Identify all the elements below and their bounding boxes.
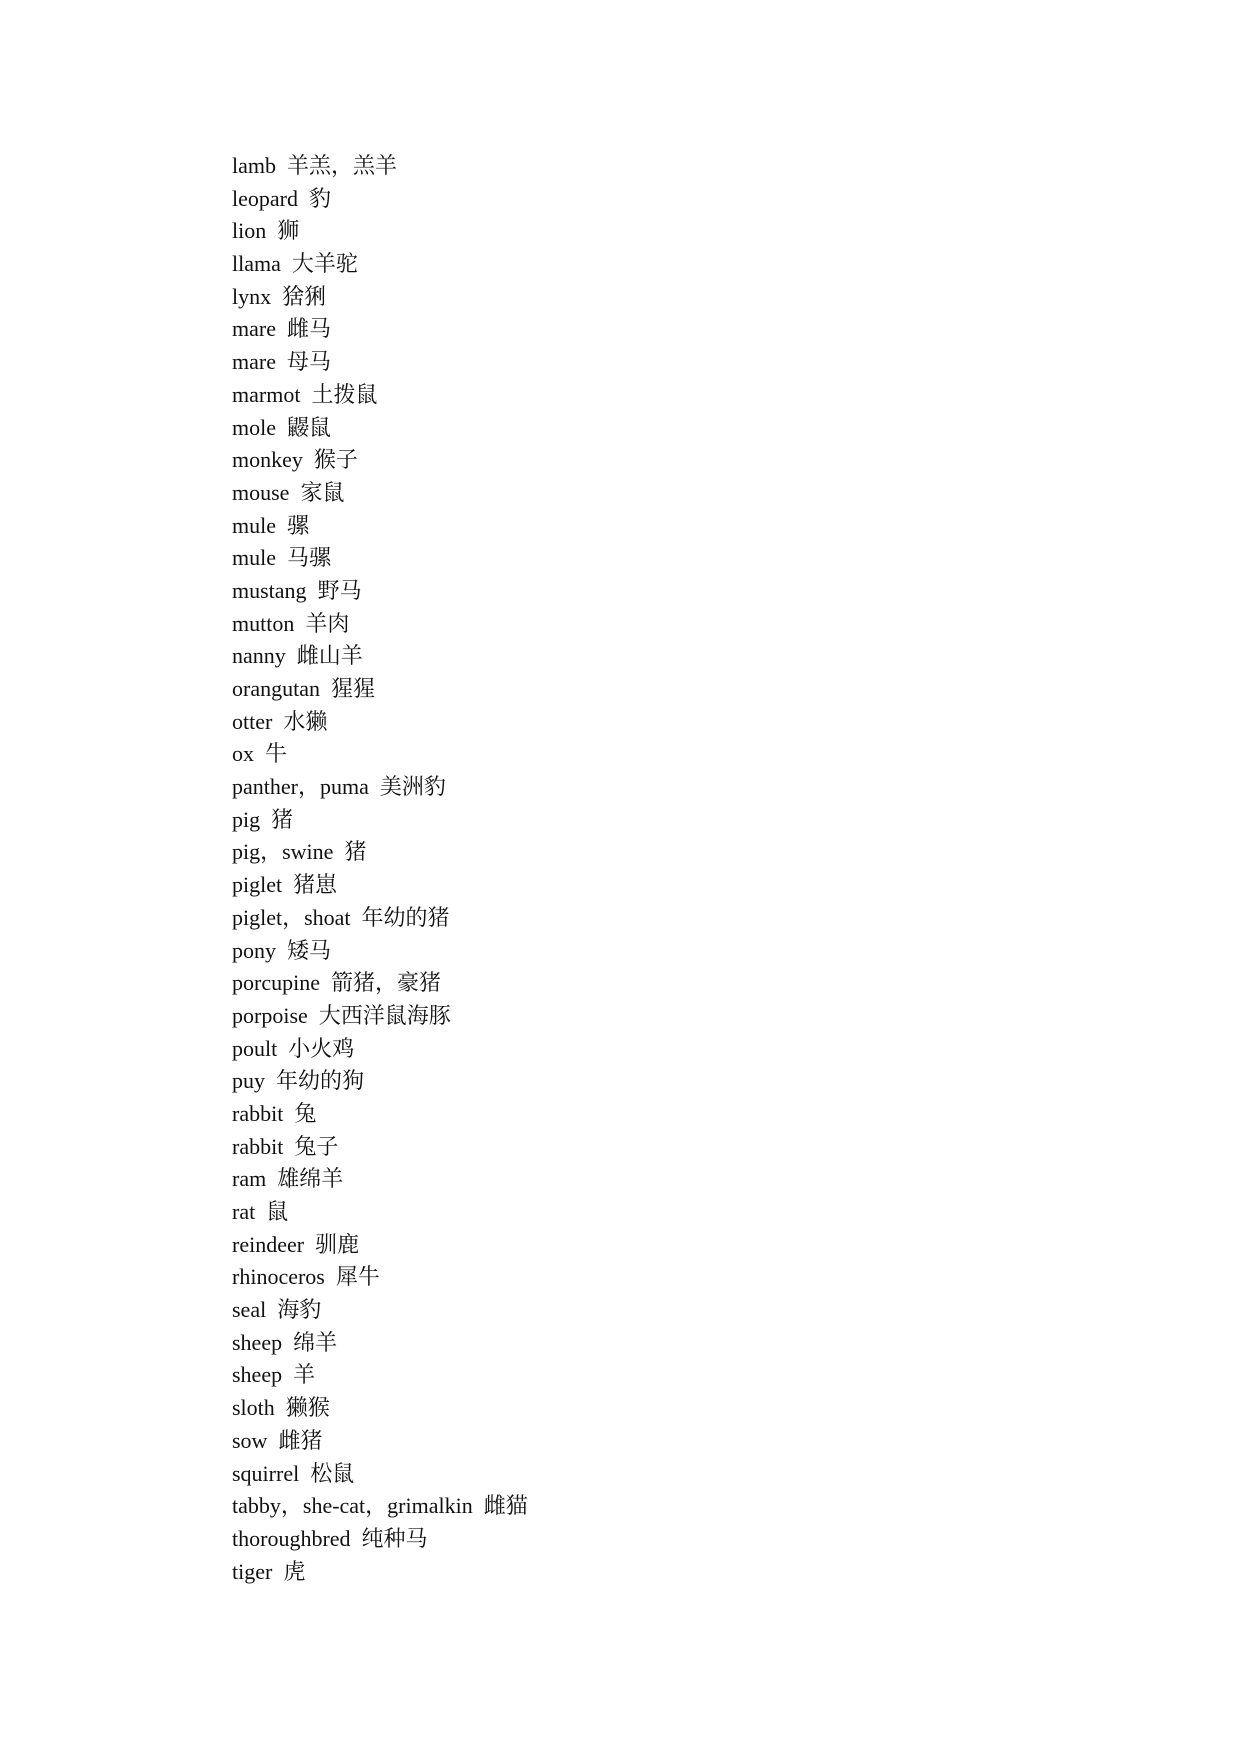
vocab-entry [232,1033,1132,1066]
vocab-entry [232,771,1132,804]
chinese-meaning: 雄绵羊 [277,1166,344,1192]
english-word: piglet，shoat [232,904,351,930]
chinese-meaning: 鼠 [266,1199,289,1224]
vocab-entry [232,836,1132,869]
vocab-entry [232,1458,1132,1491]
english-word: puy [232,1068,265,1094]
english-word: leopard [232,185,298,211]
english-word: lynx [232,283,272,309]
english-word: ox [232,741,254,767]
chinese-meaning: 猪崽 [293,872,338,898]
chinese-meaning: 矮马 [287,937,332,963]
english-word: squirrel [232,1460,300,1486]
chinese-meaning: 羊 [293,1362,316,1388]
vocab-entry [232,1425,1132,1458]
vocab-entry [232,902,1132,935]
vocab-entry [232,640,1132,673]
vocab-entry [232,1294,1132,1327]
english-word: mouse [232,479,290,505]
english-word: orangutan [232,676,320,701]
chinese-meaning: 驯鹿 [315,1231,360,1257]
vocab-entry [232,1000,1132,1033]
english-word: lamb [232,153,276,178]
chinese-meaning: 纯种马 [361,1525,428,1551]
vocab-entry [232,673,1132,706]
chinese-meaning: 马骡 [287,545,332,571]
english-word: mule [232,512,276,538]
english-word: sow [232,1427,268,1453]
vocab-entry [232,1523,1132,1556]
english-word: mare [232,316,276,342]
english-word: porcupine [232,970,320,996]
vocab-entry [232,967,1132,1000]
vocab-entry [232,1392,1132,1425]
vocab-entry [232,1163,1132,1196]
chinese-meaning: 野马 [317,577,362,603]
vocab-entry [232,313,1132,346]
vocab-entry [232,444,1132,477]
english-word: pig，swine [232,839,334,865]
chinese-meaning: 猞猁 [282,283,327,309]
chinese-meaning: 大西洋鼠海豚 [318,1002,451,1028]
chinese-meaning: 鼹鼠 [287,414,332,440]
chinese-meaning: 雌山羊 [296,643,363,669]
vocab-entry [232,510,1132,543]
chinese-meaning: 美洲豹 [379,774,446,800]
chinese-meaning: 兔 [294,1100,317,1126]
chinese-meaning: 雌猫 [483,1493,528,1519]
vocab-entry [232,379,1132,412]
vocab-entry [232,804,1132,837]
chinese-meaning: 兔子 [294,1133,339,1159]
english-word: sheep [232,1329,283,1355]
vocab-entry [232,1261,1132,1294]
english-word: sloth [232,1395,275,1421]
chinese-meaning: 年幼的猪 [361,904,450,930]
english-word: monkey [232,447,303,473]
vocab-entry [232,1131,1132,1164]
chinese-meaning: 小火鸡 [288,1035,355,1061]
english-word: mutton [232,610,295,636]
english-word: porpoise [232,1002,308,1028]
english-word: reindeer [232,1231,305,1257]
vocab-entry [232,412,1132,445]
vocab-entry [232,477,1132,510]
vocab-entry [232,608,1132,641]
chinese-meaning: 水獭 [283,708,328,734]
english-word: rabbit [232,1100,284,1126]
english-word: mule [232,545,276,571]
english-word: thoroughbred [232,1525,351,1551]
chinese-meaning: 家鼠 [300,479,345,505]
english-word: lion [232,218,267,244]
chinese-meaning: 猩猩 [330,676,375,701]
english-word: mole [232,414,276,440]
chinese-meaning: 海豹 [277,1297,322,1323]
chinese-meaning: 猪 [271,806,294,832]
english-word: llama [232,251,281,277]
vocab-entry [232,1327,1132,1360]
chinese-meaning: 犀牛 [335,1264,380,1290]
vocab-entry [232,346,1132,379]
english-word: rabbit [232,1133,284,1159]
english-word: mare [232,349,276,375]
chinese-meaning: 大羊驼 [291,251,358,277]
chinese-meaning: 羊羔，羔羊 [287,153,398,178]
chinese-meaning: 雌马 [286,316,331,342]
vocab-entry [232,738,1132,771]
english-word: sheep [232,1362,283,1388]
vocab-entry [232,1196,1132,1229]
vocab-entry [232,1556,1132,1589]
vocab-entry [232,1359,1132,1392]
vocab-entry [232,1098,1132,1131]
chinese-meaning: 年幼的狗 [276,1068,365,1094]
english-word: poult [232,1035,278,1061]
chinese-meaning: 羊肉 [305,610,350,636]
vocab-entry [232,183,1132,216]
chinese-meaning: 猴子 [313,447,358,473]
vocab-entry [232,150,1132,183]
vocab-entry [232,935,1132,968]
english-word: rhinoceros [232,1264,325,1290]
chinese-meaning: 狮 [277,218,300,244]
chinese-meaning: 绵羊 [293,1329,338,1355]
vocab-entry [232,281,1132,314]
chinese-meaning: 雌猪 [278,1427,323,1453]
vocab-entry [232,542,1132,575]
chinese-meaning: 獭猴 [285,1395,330,1421]
english-word: rat [232,1199,256,1224]
vocab-entry [232,1229,1132,1262]
english-word: nanny [232,643,286,669]
chinese-meaning: 松鼠 [310,1460,355,1486]
english-word: tabby，she-cat，grimalkin [232,1493,473,1519]
vocab-entry [232,1065,1132,1098]
vocab-entry [232,248,1132,281]
vocabulary-list [232,150,1132,1588]
chinese-meaning: 豹 [308,185,331,211]
english-word: panther，puma [232,774,369,800]
english-word: ram [232,1166,267,1192]
english-word: pig [232,806,261,832]
vocab-entry [232,1490,1132,1523]
chinese-meaning: 骡 [287,512,310,538]
english-word: tiger [232,1558,273,1584]
vocab-entry [232,706,1132,739]
english-word: marmot [232,381,301,407]
english-word: mustang [232,577,307,603]
chinese-meaning: 猪 [344,839,367,865]
english-word: pony [232,937,276,963]
chinese-meaning: 牛 [265,741,288,767]
chinese-meaning: 虎 [283,1558,306,1584]
vocab-entry [232,869,1132,902]
chinese-meaning: 母马 [286,349,331,375]
english-word: piglet [232,872,283,898]
english-word: otter [232,708,273,734]
vocab-entry [232,215,1132,248]
vocab-entry [232,575,1132,608]
chinese-meaning: 土拨鼠 [311,381,378,407]
english-word: seal [232,1297,267,1323]
chinese-meaning: 箭猪，豪猪 [330,970,441,996]
